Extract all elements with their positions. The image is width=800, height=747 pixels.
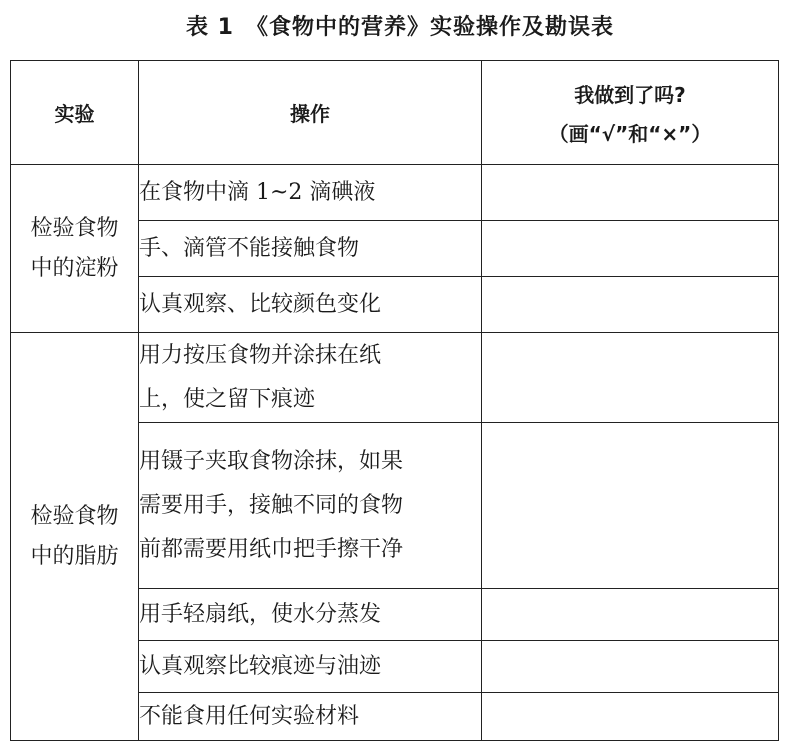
operation-cell: 用镊子夹取食物涂抹，如果 需要用手，接触不同的食物 前都需要用纸巾把手擦干净 — [139, 423, 482, 589]
check-cell[interactable] — [482, 641, 779, 693]
group-label-starch: 检验食物 中的淀粉 — [11, 165, 139, 333]
header-done-line2: （画“√”和“×”） — [548, 121, 712, 146]
operation-cell: 手、滴管不能接触食物 — [139, 221, 482, 277]
check-cell[interactable] — [482, 221, 779, 277]
operation-cell: 用手轻扇纸，使水分蒸发 — [139, 589, 482, 641]
group-label-fat: 检验食物 中的脂肪 — [11, 333, 139, 741]
experiment-table — [10, 60, 779, 741]
header-done — [482, 61, 779, 165]
operation-cell: 不能食用任何实验材料 — [139, 693, 482, 741]
operation-cell: 认真观察比较痕迹与油迹 — [139, 641, 482, 693]
check-cell[interactable] — [482, 277, 779, 333]
table-row — [11, 333, 779, 423]
operation-cell: 用力按压食物并涂抹在纸 上，使之留下痕迹 — [139, 333, 482, 423]
operation-cell: 在食物中滴 1~2 滴碘液 — [139, 165, 482, 221]
header-row — [11, 61, 779, 165]
operation-cell: 认真观察、比较颜色变化 — [139, 277, 482, 333]
table-row — [11, 165, 779, 221]
check-cell[interactable] — [482, 589, 779, 641]
header-operation: 操作 — [139, 61, 482, 165]
table-title: 表 1 《食物中的营养》实验操作及勘误表 — [186, 15, 614, 40]
header-experiment: 实验 — [11, 61, 139, 165]
check-cell[interactable] — [482, 693, 779, 741]
header-done-line1: 我做到了吗? — [574, 82, 686, 107]
check-cell[interactable] — [482, 165, 779, 221]
check-cell[interactable] — [482, 423, 779, 589]
check-cell[interactable] — [482, 333, 779, 423]
